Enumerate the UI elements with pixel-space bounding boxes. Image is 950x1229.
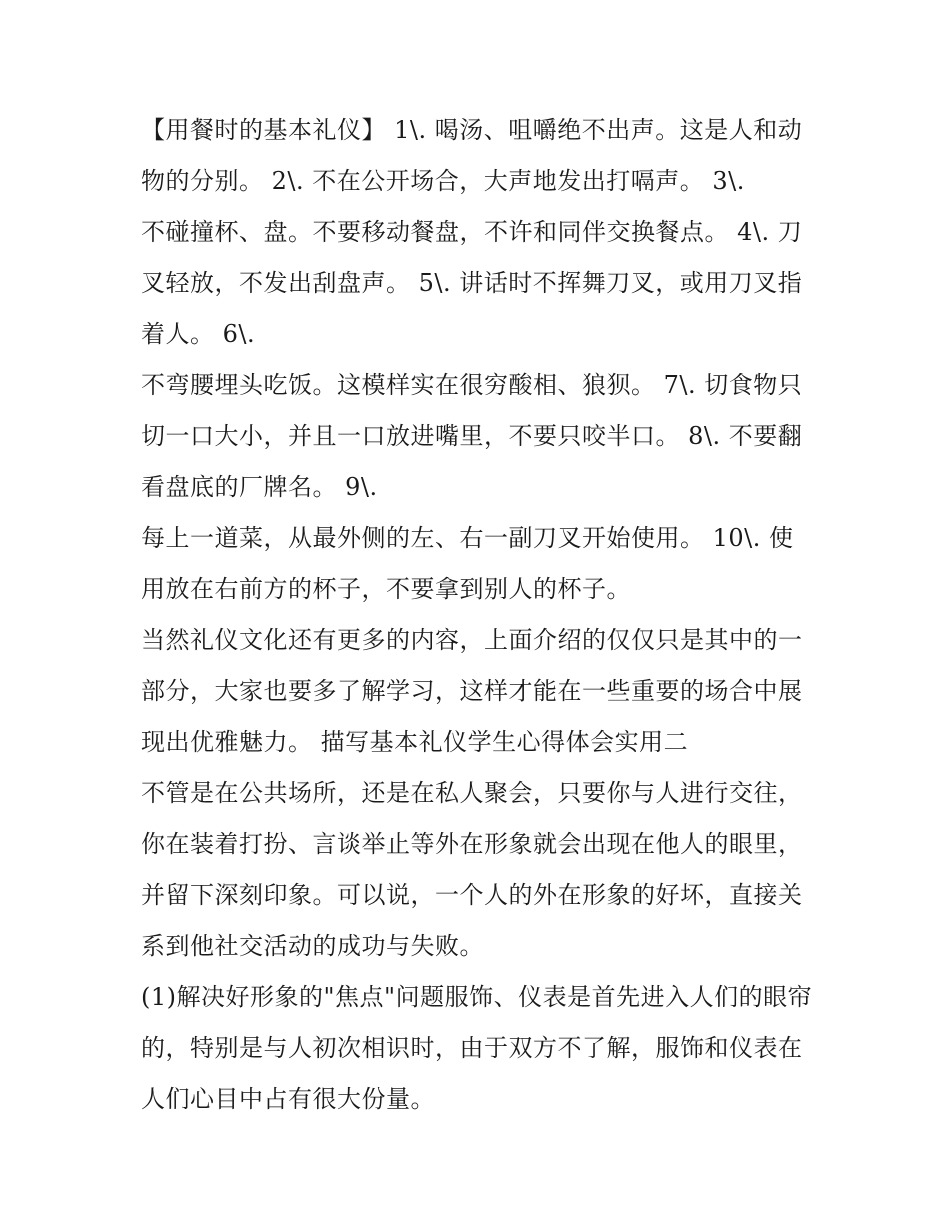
text-line: 着人。 6\.: [141, 320, 256, 348]
text-line: 当然礼仪文化还有更多的内容，上面介绍的仅仅只是其中的一: [141, 626, 803, 654]
text-line: 系到他社交活动的成功与失败。: [141, 932, 484, 960]
text-line: 【用餐时的基本礼仪】 1\. 喝汤、咀嚼绝不出声。这是人和动: [141, 116, 803, 144]
text-line: 现出优雅魅力。 描写基本礼仪学生心得体会实用二: [141, 728, 689, 756]
text-line: 切一口大小，并且一口放进嘴里，不要只咬半口。 8\. 不要翻: [141, 422, 803, 450]
text-line: 叉轻放，不发出刮盘声。 5\. 讲话时不挥舞刀叉，或用刀叉指: [141, 269, 803, 297]
text-line: 用放在右前方的杯子，不要拿到别人的杯子。: [141, 575, 631, 603]
text-line: (1)解决好形象的"焦点"问题服饰、仪表是首先进入人们的眼帘: [141, 983, 813, 1011]
text-line: 看盘底的厂牌名。 9\.: [141, 473, 378, 501]
text-line: 物的分别。 2\. 不在公开场合，大声地发出打嗝声。 3\.: [141, 167, 745, 195]
text-line: 不管是在公共场所，还是在私人聚会，只要你与人进行交往，: [141, 779, 803, 807]
text-line: 不碰撞杯、盘。不要移动餐盘，不许和同伴交换餐点。 4\. 刀: [141, 218, 803, 246]
document-body: [141, 110, 821, 1130]
text-line: 你在装着打扮、言谈举止等外在形象就会出现在他人的眼里，: [141, 830, 803, 858]
text-line: 人们心目中占有很大份量。: [141, 1085, 435, 1113]
text-line: 并留下深刻印象。可以说，一个人的外在形象的好坏，直接关: [141, 881, 803, 909]
text-line: 不弯腰埋头吃饭。这模样实在很穷酸相、狼狈。 7\. 切食物只: [141, 371, 803, 399]
text-line: 部分，大家也要多了解学习，这样才能在一些重要的场合中展: [141, 677, 803, 705]
text-line: 的，特别是与人初次相识时，由于双方不了解，服饰和仪表在: [141, 1034, 803, 1062]
text-line: 每上一道菜，从最外侧的左、右一副刀叉开始使用。 10\. 使: [141, 524, 794, 552]
